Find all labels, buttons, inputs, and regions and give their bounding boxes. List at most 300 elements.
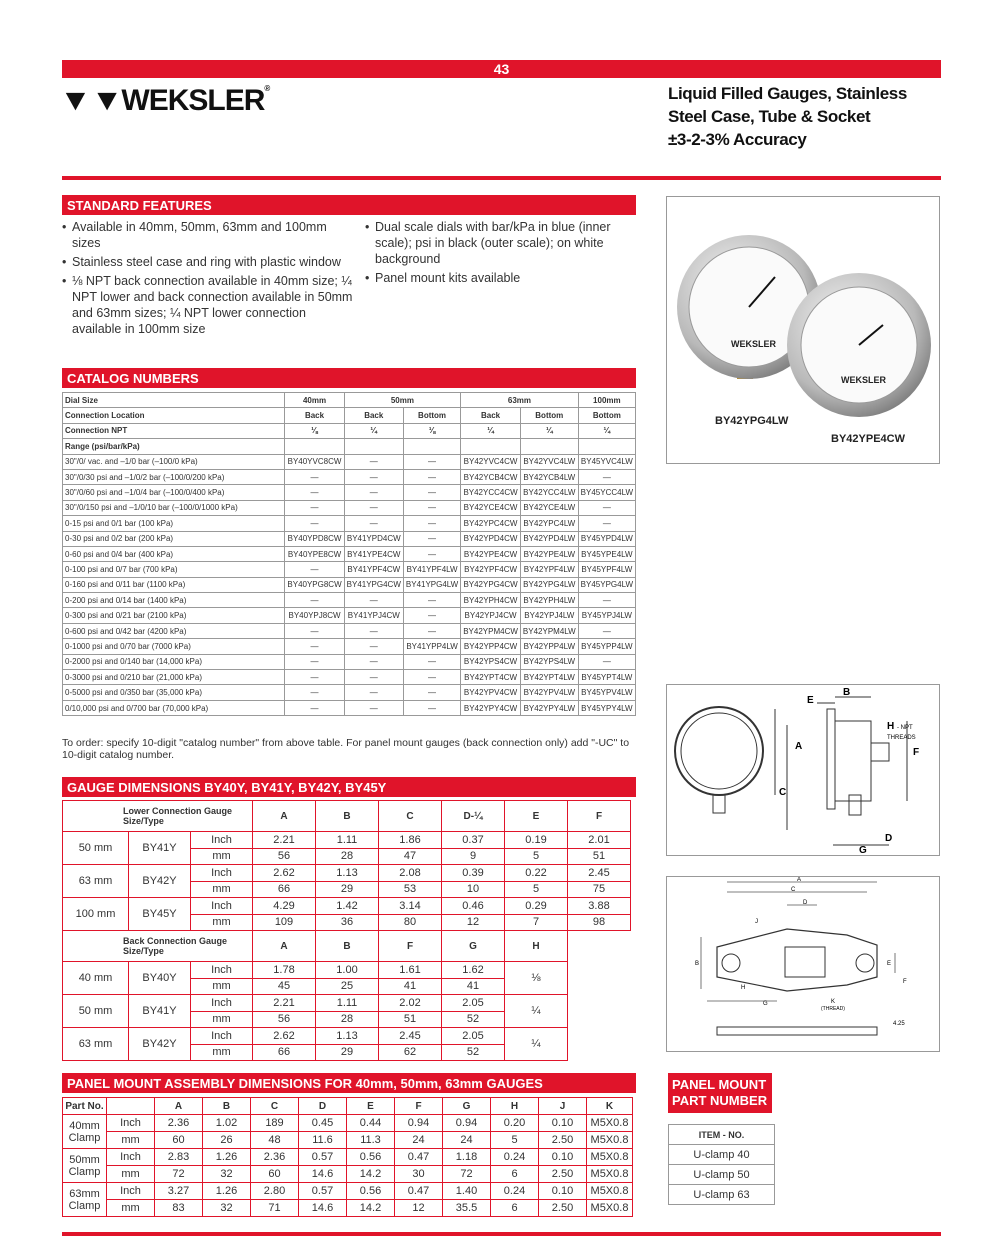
- catalog-number: BY41YPP4LW: [403, 639, 460, 654]
- catalog-number: —: [285, 516, 344, 531]
- dimension-value: 0.19: [505, 832, 568, 849]
- unit-label: mm: [191, 1011, 253, 1028]
- panel-value: 0.47: [395, 1183, 443, 1200]
- catalog-number: —: [344, 670, 403, 685]
- panel-row: [63, 1115, 633, 1132]
- panel-value: 5: [491, 1132, 539, 1149]
- catalog-number: BY41YPE4CW: [344, 546, 403, 561]
- photo-caption-right: BY42YPE4CW: [831, 433, 905, 445]
- dimension-value: 47: [379, 848, 442, 865]
- panel-header: J: [539, 1098, 587, 1115]
- panel-value: 0.10: [539, 1149, 587, 1166]
- panel-value: 14.2: [347, 1200, 395, 1217]
- dimension-header: B: [316, 931, 379, 962]
- catalog-number: BY40YPG8CW: [285, 577, 344, 592]
- panel-value: 26: [203, 1132, 251, 1149]
- dimension-header: H: [505, 931, 568, 962]
- gauge-size: 63 mm: [63, 865, 129, 898]
- catalog-range-row: [63, 439, 636, 454]
- panel-value: 35.5: [443, 1200, 491, 1217]
- catalog-number: —: [344, 654, 403, 669]
- panel-row: [63, 1166, 633, 1183]
- catalog-number: —: [344, 623, 403, 638]
- panel-value: M5X0.8: [587, 1183, 633, 1200]
- catalog-number: —: [344, 485, 403, 500]
- range-label: 0-60 psi and 0/4 bar (400 kPa): [63, 546, 285, 561]
- npt-value: ¼: [505, 995, 568, 1028]
- catalog-number: BY42YPV4LW: [520, 685, 578, 700]
- catalog-number: —: [578, 654, 635, 669]
- dimension-header: B: [316, 801, 379, 832]
- catalog-number: —: [344, 469, 403, 484]
- catalog-number: BY45YPT4LW: [578, 670, 635, 685]
- dimension-value: 62: [379, 1044, 442, 1061]
- dimension-value: 1.00: [316, 962, 379, 979]
- catalog-number: BY40YPE8CW: [285, 546, 344, 561]
- header-rule: [62, 176, 941, 180]
- catalog-number: BY42YPJ4LW: [520, 608, 578, 623]
- dim-label: F: [913, 747, 920, 758]
- catalog-number: —: [344, 639, 403, 654]
- dimension-value: 25: [316, 978, 379, 995]
- catalog-number: BY42YPT4CW: [461, 670, 521, 685]
- panel-row: [63, 1132, 633, 1149]
- dimension-value: 2.21: [253, 995, 316, 1012]
- catalog-number: BY42YCE4CW: [461, 500, 521, 515]
- catalog-header-cell: 40mm: [285, 393, 344, 408]
- dim-label: F: [903, 979, 907, 985]
- dimension-value: 1.86: [379, 832, 442, 849]
- catalog-row: [63, 654, 636, 669]
- unit-label: Inch: [191, 832, 253, 849]
- gauge-type: BY41Y: [129, 995, 191, 1028]
- feature-item: • Dual scale dials with bar/kPa in blue (inner scale); psi in black (outer scale); on white background: [375, 219, 633, 267]
- catalog-number: BY42YPE4CW: [461, 546, 521, 561]
- range-label: 0-100 psi and 0/7 bar (700 kPa): [63, 562, 285, 577]
- panel-value: 2.83: [155, 1149, 203, 1166]
- dimension-value: 9: [442, 848, 505, 865]
- gauge-photo-svg: [667, 197, 939, 463]
- gauge-size: 50 mm: [63, 832, 129, 865]
- catalog-number: BY42YPH4CW: [461, 593, 521, 608]
- dial-brand-left: WEKSLER: [731, 339, 776, 349]
- panel-value: 14.2: [347, 1166, 395, 1183]
- catalog-number: —: [403, 700, 460, 715]
- dimension-value: 4.29: [253, 898, 316, 915]
- catalog-number: BY42YPM4CW: [461, 623, 521, 638]
- panel-value: 0.24: [491, 1149, 539, 1166]
- catalog-number: —: [403, 500, 460, 515]
- dimension-row: [63, 962, 631, 979]
- panel-value: 0.47: [395, 1149, 443, 1166]
- dimension-value: 36: [316, 914, 379, 931]
- dimension-value: 0.39: [442, 865, 505, 882]
- dimension-value: 5: [505, 881, 568, 898]
- catalog-numbers-heading: CATALOG NUMBERS: [62, 368, 636, 388]
- catalog-header-cell: Bottom: [520, 408, 578, 423]
- dimension-value: 29: [316, 1044, 379, 1061]
- catalog-number: BY42YPP4CW: [461, 639, 521, 654]
- unit-label: Inch: [191, 1028, 253, 1045]
- dimension-value: 3.88: [568, 898, 631, 915]
- panel-row: [63, 1183, 633, 1200]
- dimension-value: 0.22: [505, 865, 568, 882]
- catalog-number: —: [403, 469, 460, 484]
- dimension-header: G: [442, 931, 505, 962]
- range-label: 0-2000 psi and 0/140 bar (14,000 kPa): [63, 654, 285, 669]
- panel-value: 24: [443, 1132, 491, 1149]
- catalog-number: —: [285, 670, 344, 685]
- dimension-value: 80: [379, 914, 442, 931]
- dimension-value: 5: [505, 848, 568, 865]
- catalog-row: [63, 700, 636, 715]
- catalog-number: —: [403, 593, 460, 608]
- panel-value: 0.24: [491, 1183, 539, 1200]
- catalog-number: BY41YPJ4CW: [344, 608, 403, 623]
- gauge-type: BY45Y: [129, 898, 191, 931]
- panel-value: 12: [395, 1200, 443, 1217]
- panel-part-header: ITEM - NO.: [669, 1125, 775, 1145]
- footer-rule: [62, 1232, 941, 1236]
- panel-value: 2.36: [155, 1115, 203, 1132]
- catalog-number: —: [403, 670, 460, 685]
- panel-value: 0.94: [443, 1115, 491, 1132]
- dial-brand-right: WEKSLER: [841, 375, 886, 385]
- panel-value: 3.27: [155, 1183, 203, 1200]
- catalog-number: BY42YCB4CW: [461, 469, 521, 484]
- catalog-number: BY45YPG4LW: [578, 577, 635, 592]
- clamp-outline-icon: [717, 929, 877, 991]
- catalog-number: —: [403, 516, 460, 531]
- catalog-number: BY41YPF4CW: [344, 562, 403, 577]
- panel-value: 2.50: [539, 1132, 587, 1149]
- panel-header: E: [347, 1098, 395, 1115]
- dimension-value: 41: [379, 978, 442, 995]
- panel-value: 71: [251, 1200, 299, 1217]
- range-label: 0-3000 psi and 0/210 bar (21,000 kPa): [63, 670, 285, 685]
- catalog-number: BY40YPD8CW: [285, 531, 344, 546]
- dimension-value: 28: [316, 848, 379, 865]
- unit-label: Inch: [107, 1183, 155, 1200]
- dimension-value: 1.11: [316, 995, 379, 1012]
- catalog-header-row: [63, 393, 636, 408]
- catalog-number: BY45YPE4LW: [578, 546, 635, 561]
- dimension-header-row: [63, 801, 631, 832]
- catalog-row: [63, 577, 636, 592]
- catalog-number: —: [344, 516, 403, 531]
- clamp-part: 40mm Clamp: [63, 1115, 107, 1149]
- npt-value: ⅛: [505, 962, 568, 995]
- panel-value: 83: [155, 1200, 203, 1217]
- catalog-number: —: [403, 546, 460, 561]
- catalog-row: [63, 531, 636, 546]
- dim-label: C: [779, 787, 787, 798]
- catalog-number: —: [285, 654, 344, 669]
- order-note: To order: specify 10-digit "catalog number" from above table. For panel mount gauges (back connection only) add "-UC" to 10-digit catalog number.: [62, 737, 630, 761]
- panel-value: 1.02: [203, 1115, 251, 1132]
- catalog-number: BY42YCC4LW: [520, 485, 578, 500]
- dimension-header-label: Lower Connection Gauge Size/Type: [63, 801, 253, 832]
- catalog-number: BY42YPE4LW: [520, 546, 578, 561]
- dimension-value: 29: [316, 881, 379, 898]
- panel-clamp-diagram: [666, 876, 940, 1052]
- range-label: 0-30 psi and 0/2 bar (200 kPa): [63, 531, 285, 546]
- dimension-value: 2.05: [442, 995, 505, 1012]
- dim-label: 4.25: [893, 1021, 905, 1027]
- dimension-value: 2.62: [253, 865, 316, 882]
- catalog-row: [63, 685, 636, 700]
- catalog-number: —: [578, 469, 635, 484]
- standard-features-heading: STANDARD FEATURES: [62, 195, 636, 215]
- catalog-number: —: [403, 531, 460, 546]
- catalog-header-cell: Back: [285, 408, 344, 423]
- panel-part-table: [668, 1124, 775, 1205]
- panel-part-title-line: PANEL MOUNT: [672, 1077, 767, 1092]
- range-label: 30"/0/60 psi and –1/0/4 bar (–100/0/400 kPa): [63, 485, 285, 500]
- empty-cell: [285, 439, 344, 454]
- panel-value: M5X0.8: [587, 1166, 633, 1183]
- empty-cell: [344, 439, 403, 454]
- panel-value: 11.6: [299, 1132, 347, 1149]
- panel-mount-table: [62, 1097, 633, 1217]
- dimension-value: 66: [253, 881, 316, 898]
- catalog-number: —: [344, 700, 403, 715]
- npt-value: ¼: [505, 1028, 568, 1061]
- panel-value: 60: [155, 1132, 203, 1149]
- dimension-value: 1.13: [316, 1028, 379, 1045]
- weksler-logo: ▼▼WEKSLER®: [59, 84, 270, 117]
- dimension-value: 52: [442, 1011, 505, 1028]
- catalog-number: BY42YPY4CW: [461, 700, 521, 715]
- panel-value: 48: [251, 1132, 299, 1149]
- catalog-number: BY45YPD4LW: [578, 531, 635, 546]
- panel-part-item: U-clamp 63: [669, 1185, 775, 1205]
- catalog-row: [63, 516, 636, 531]
- catalog-number: BY42YPG4LW: [520, 577, 578, 592]
- dim-label: H: [887, 721, 895, 732]
- gauge-photo: [666, 196, 940, 464]
- catalog-number: —: [285, 593, 344, 608]
- dimension-header: A: [253, 931, 316, 962]
- dimension-value: 2.02: [379, 995, 442, 1012]
- catalog-number: BY40YVC8CW: [285, 454, 344, 469]
- catalog-number: BY45YVC4LW: [578, 454, 635, 469]
- dimension-value: 98: [568, 914, 631, 931]
- catalog-header-cell: Bottom: [578, 408, 635, 423]
- dimension-value: 0.37: [442, 832, 505, 849]
- dim-label: - NPT: [897, 725, 913, 731]
- catalog-number: BY42YVC4CW: [461, 454, 521, 469]
- panel-part-title-line: PART NUMBER: [672, 1093, 768, 1108]
- dimension-value: 3.14: [379, 898, 442, 915]
- catalog-number: —: [403, 654, 460, 669]
- panel-part-item: U-clamp 50: [669, 1165, 775, 1185]
- panel-value: M5X0.8: [587, 1115, 633, 1132]
- panel-value: 1.26: [203, 1149, 251, 1166]
- panel-value: 2.50: [539, 1200, 587, 1217]
- clamp-part: 50mm Clamp: [63, 1149, 107, 1183]
- catalog-header-cell: 63mm: [461, 393, 578, 408]
- panel-value: 11.3: [347, 1132, 395, 1149]
- dim-label: E: [887, 961, 892, 967]
- panel-part-item: U-clamp 40: [669, 1145, 775, 1165]
- catalog-number: BY42YPF4LW: [520, 562, 578, 577]
- panel-value: 0.57: [299, 1183, 347, 1200]
- feature-item: • ⅛ NPT back connection available in 40mm size; ¼ NPT lower and back connection available in 50mm and 63mm sizes; ¼ NPT lower connection available in 100mm size: [72, 273, 357, 337]
- dimension-header-row: [63, 931, 631, 962]
- catalog-number: —: [285, 485, 344, 500]
- catalog-number: BY42YPV4CW: [461, 685, 521, 700]
- unit-label: mm: [191, 914, 253, 931]
- unit-label: Inch: [191, 962, 253, 979]
- dimension-row: [63, 1028, 631, 1045]
- catalog-header-cell: Dial Size: [63, 393, 285, 408]
- dial-outline-icon: [675, 707, 763, 795]
- dimension-value: 56: [253, 848, 316, 865]
- dimension-header: F: [379, 931, 442, 962]
- catalog-row: [63, 608, 636, 623]
- dim-label: D: [803, 900, 808, 906]
- catalog-number: BY41YPG4LW: [403, 577, 460, 592]
- panel-value: 72: [443, 1166, 491, 1183]
- dimension-value: 75: [568, 881, 631, 898]
- catalog-header-cell: Bottom: [403, 408, 460, 423]
- panel-value: M5X0.8: [587, 1149, 633, 1166]
- catalog-number: BY42YPF4CW: [461, 562, 521, 577]
- panel-header: F: [395, 1098, 443, 1115]
- catalog-number: —: [285, 623, 344, 638]
- panel-value: 0.10: [539, 1115, 587, 1132]
- features-left: [62, 219, 357, 340]
- dimension-row: [63, 898, 631, 915]
- panel-value: 24: [395, 1132, 443, 1149]
- panel-value: 6: [491, 1166, 539, 1183]
- panel-value: 0.10: [539, 1183, 587, 1200]
- catalog-row: [63, 639, 636, 654]
- panel-value: 0.94: [395, 1115, 443, 1132]
- catalog-number: BY42YPJ4CW: [461, 608, 521, 623]
- catalog-number: —: [344, 454, 403, 469]
- panel-value: 2.80: [251, 1183, 299, 1200]
- catalog-number: BY42YPH4LW: [520, 593, 578, 608]
- dimension-value: 2.45: [379, 1028, 442, 1045]
- gauge-type: BY41Y: [129, 832, 191, 865]
- dimension-row: [63, 865, 631, 882]
- catalog-header-cell: Connection Location: [63, 408, 285, 423]
- empty-cell: [520, 439, 578, 454]
- catalog-number: —: [578, 623, 635, 638]
- catalog-number: BY42YPD4LW: [520, 531, 578, 546]
- gauge-side-icon: [835, 721, 871, 801]
- dimension-value: 12: [442, 914, 505, 931]
- unit-label: mm: [107, 1166, 155, 1183]
- dim-label: D: [885, 833, 893, 844]
- panel-value: 0.20: [491, 1115, 539, 1132]
- empty-cell: [403, 439, 460, 454]
- dimension-value: 52: [442, 1044, 505, 1061]
- catalog-header-cell: Back: [461, 408, 521, 423]
- panel-header: H: [491, 1098, 539, 1115]
- dimension-value: 1.78: [253, 962, 316, 979]
- feature-item: • Available in 40mm, 50mm, 63mm and 100mm sizes: [72, 219, 357, 251]
- dimension-value: 7: [505, 914, 568, 931]
- panel-value: 0.56: [347, 1149, 395, 1166]
- range-label: 0-1000 psi and 0/70 bar (7000 kPa): [63, 639, 285, 654]
- dimension-value: 66: [253, 1044, 316, 1061]
- panel-header: B: [203, 1098, 251, 1115]
- catalog-number: BY41YPG4CW: [344, 577, 403, 592]
- catalog-row: [63, 546, 636, 561]
- dimension-value: 0.29: [505, 898, 568, 915]
- catalog-number: BY42YCB4LW: [520, 469, 578, 484]
- dim-label: C: [791, 887, 796, 893]
- catalog-number: BY42YVC4LW: [520, 454, 578, 469]
- catalog-number: BY41YPF4LW: [403, 562, 460, 577]
- gauge-dimensions-heading: GAUGE DIMENSIONS BY40Y, BY41Y, BY42Y, BY45Y: [62, 777, 636, 797]
- dimension-header: C: [379, 801, 442, 832]
- catalog-header-row: [63, 408, 636, 423]
- dimension-value: 1.13: [316, 865, 379, 882]
- dimension-value: 2.62: [253, 1028, 316, 1045]
- dimension-value: 2.05: [442, 1028, 505, 1045]
- catalog-number: BY45YPV4LW: [578, 685, 635, 700]
- catalog-number: BY42YCE4LW: [520, 500, 578, 515]
- range-label: 0-600 psi and 0/42 bar (4200 kPa): [63, 623, 285, 638]
- dimension-value: 53: [379, 881, 442, 898]
- catalog-header-cell: 50mm: [344, 393, 461, 408]
- panel-header: [107, 1098, 155, 1115]
- panel-value: 1.40: [443, 1183, 491, 1200]
- empty-cell: [578, 439, 635, 454]
- catalog-header-cell: ¼: [578, 423, 635, 438]
- panel-value: 2.50: [539, 1166, 587, 1183]
- catalog-number: BY42YPS4LW: [520, 654, 578, 669]
- dim-label: G: [859, 845, 867, 855]
- catalog-number: BY42YPT4LW: [520, 670, 578, 685]
- catalog-number: —: [403, 485, 460, 500]
- panel-value: 6: [491, 1200, 539, 1217]
- panel-value: 30: [395, 1166, 443, 1183]
- panel-value: 189: [251, 1115, 299, 1132]
- dimension-header: E: [505, 801, 568, 832]
- unit-label: Inch: [107, 1115, 155, 1132]
- catalog-row: [63, 469, 636, 484]
- dim-label: G: [763, 1001, 768, 1007]
- panel-value: 0.57: [299, 1149, 347, 1166]
- dimension-value: 2.08: [379, 865, 442, 882]
- empty-cell: [461, 439, 521, 454]
- panel-value: 32: [203, 1200, 251, 1217]
- headline-line: ±3-2-3% Accuracy: [668, 130, 807, 149]
- catalog-header-cell: 100mm: [578, 393, 635, 408]
- page-headline: [668, 82, 938, 151]
- catalog-number: BY45YPP4LW: [578, 639, 635, 654]
- catalog-number: —: [578, 516, 635, 531]
- catalog-number: —: [578, 500, 635, 515]
- panel-header-row: [63, 1098, 633, 1115]
- dim-label: A: [795, 741, 803, 752]
- headline-line: Steel Case, Tube & Socket: [668, 107, 871, 126]
- dimension-value: 2.45: [568, 865, 631, 882]
- range-label: 0-15 psi and 0/1 bar (100 kPa): [63, 516, 285, 531]
- photo-caption-left: BY42YPG4LW: [715, 415, 789, 427]
- dimension-value: 1.42: [316, 898, 379, 915]
- dim-label: B: [695, 961, 700, 967]
- features-right: [365, 219, 633, 289]
- dimension-value: 41: [442, 978, 505, 995]
- catalog-header-cell: ¼: [461, 423, 521, 438]
- dimension-value: 0.46: [442, 898, 505, 915]
